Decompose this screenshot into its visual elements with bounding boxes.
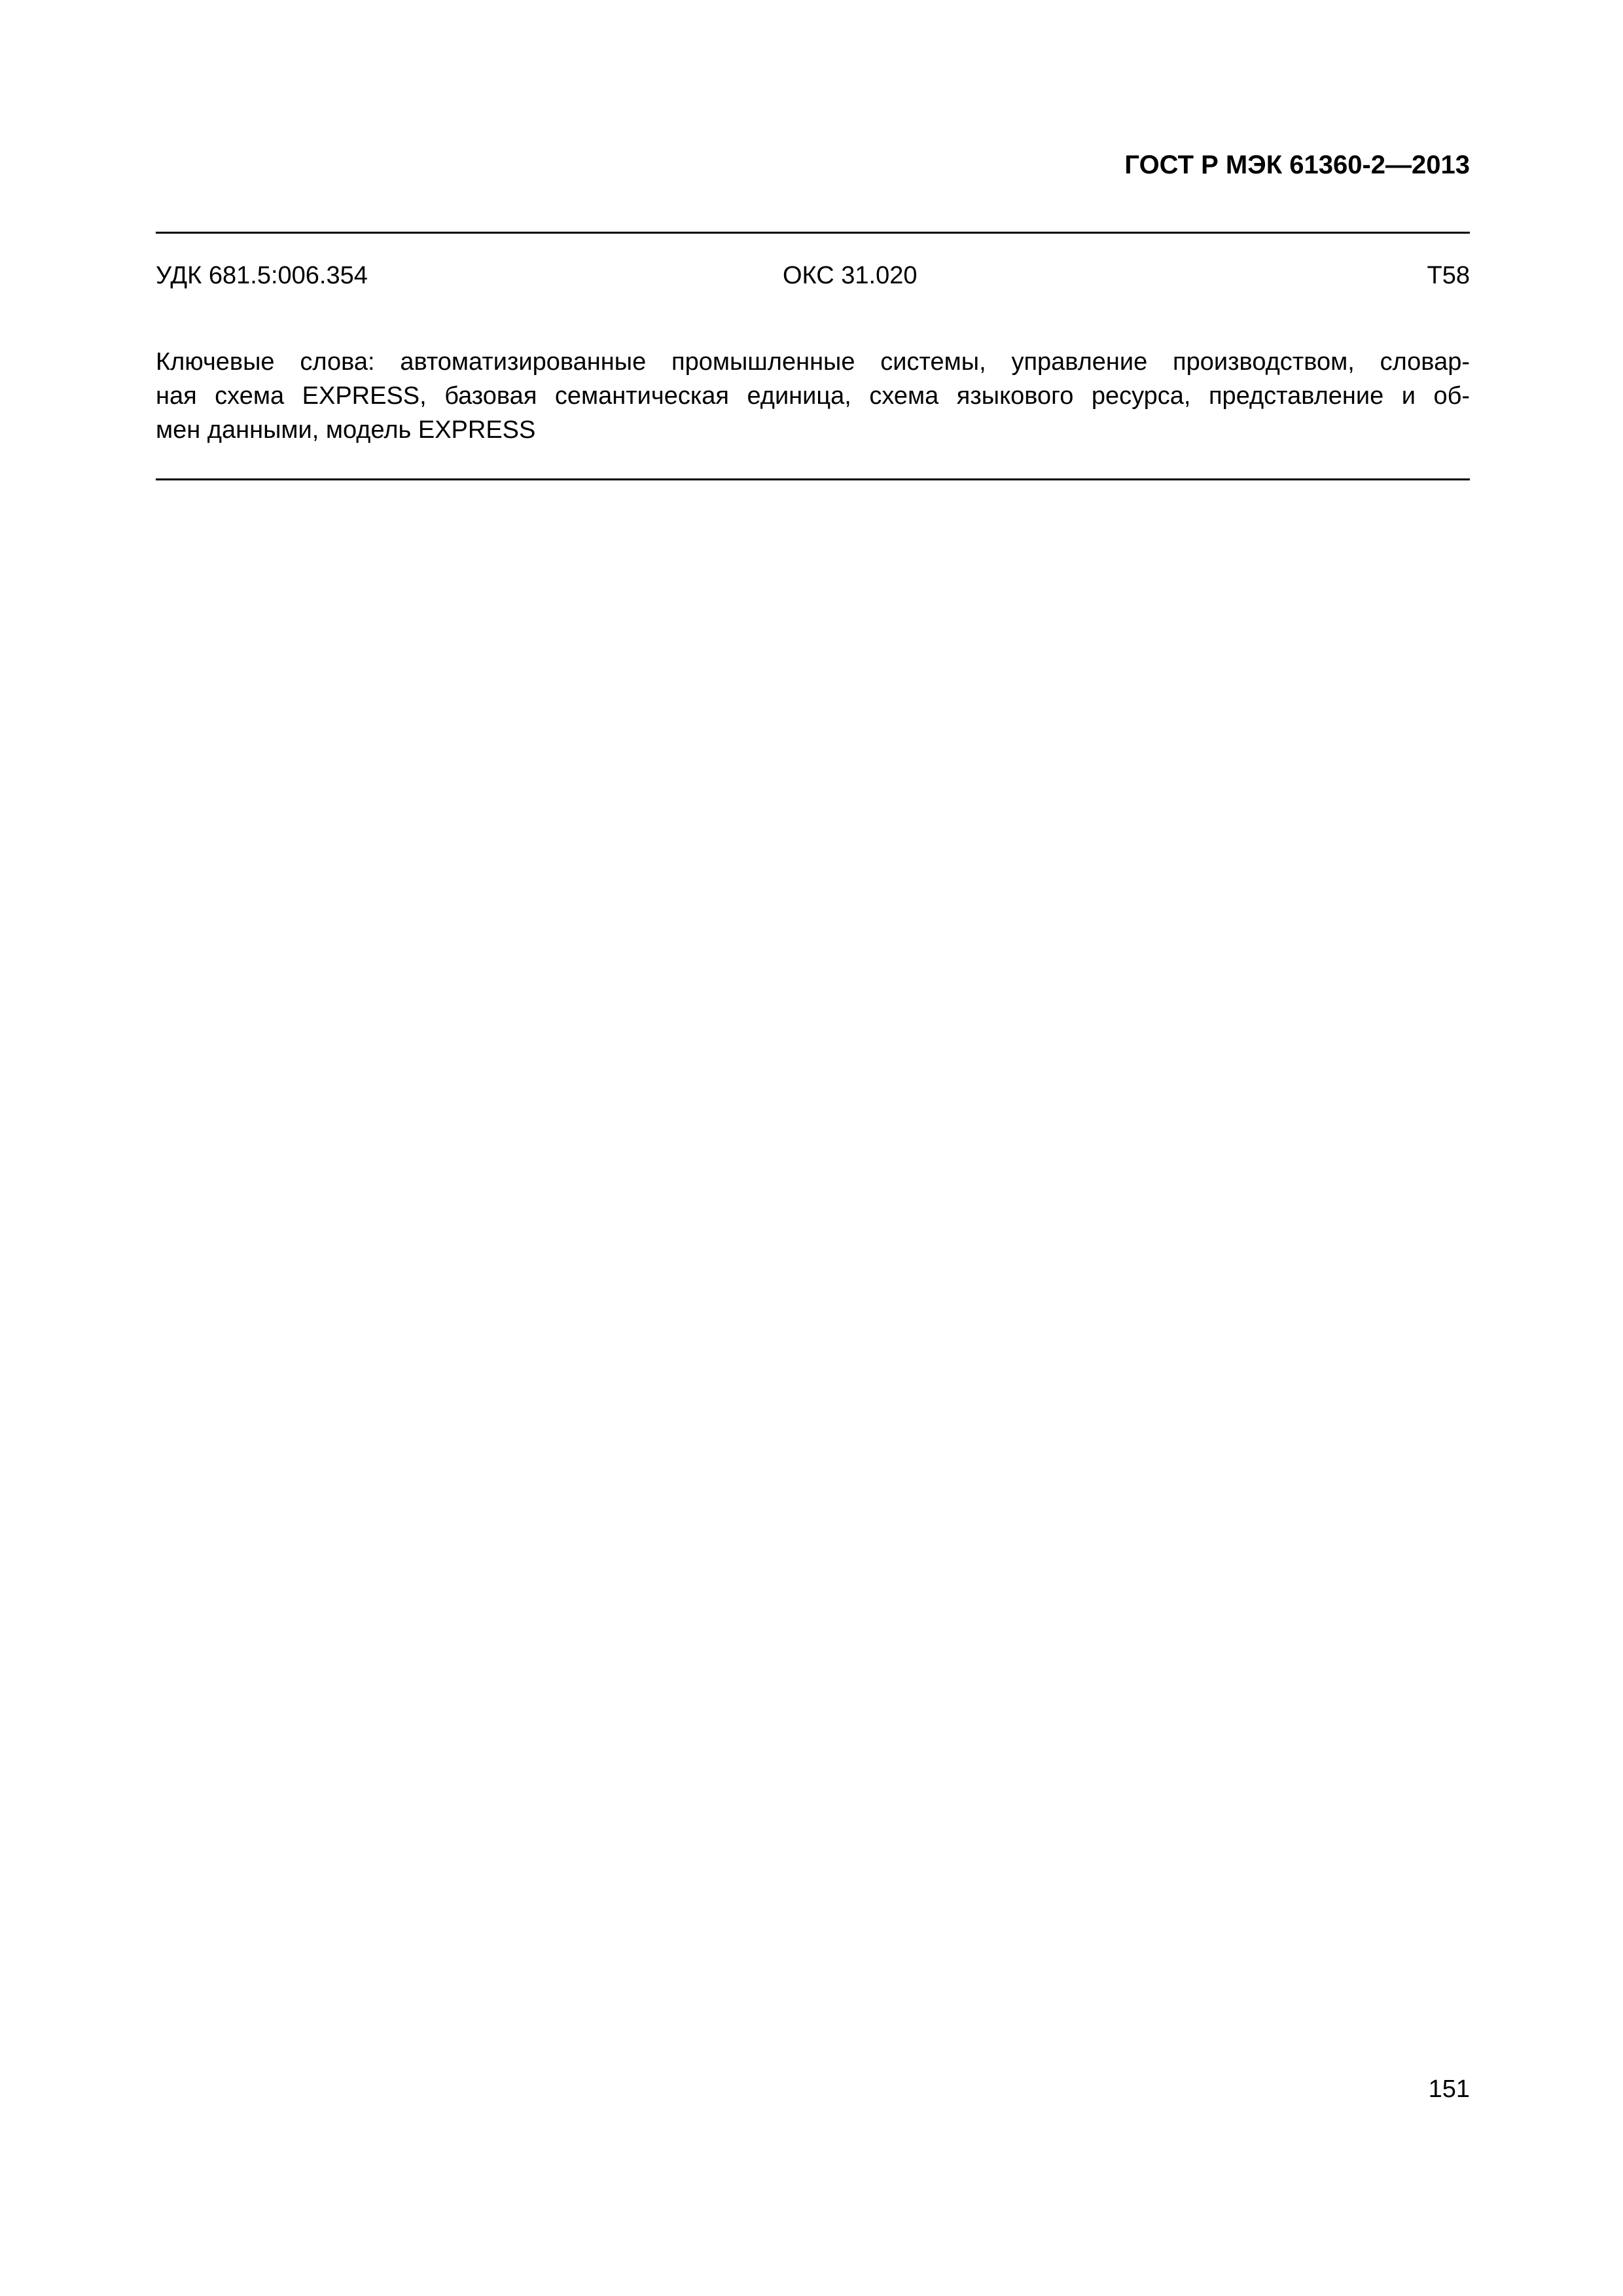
bottom-divider <box>156 478 1470 480</box>
top-divider <box>156 232 1470 234</box>
keywords-line: Ключевые слова: автоматизированные промышленные системы, управление производством, словар- <box>156 348 1470 376</box>
page-number: 151 <box>1428 2075 1470 2103</box>
keywords-line: мен данными, модель EXPRESS <box>156 416 536 444</box>
keywords-paragraph <box>156 345 1470 447</box>
group-code: Т58 <box>1427 262 1470 289</box>
standard-designation: ГОСТ Р МЭК 61360-2—2013 <box>1124 151 1470 179</box>
oks-code: ОКС 31.020 <box>783 262 918 289</box>
keywords-line: ная схема EXPRESS, базовая семантическая единица, схема языкового ресурса, представление и об- <box>156 382 1470 410</box>
udk-code: УДК 681.5:006.354 <box>156 262 368 289</box>
classification-row <box>156 260 1470 291</box>
